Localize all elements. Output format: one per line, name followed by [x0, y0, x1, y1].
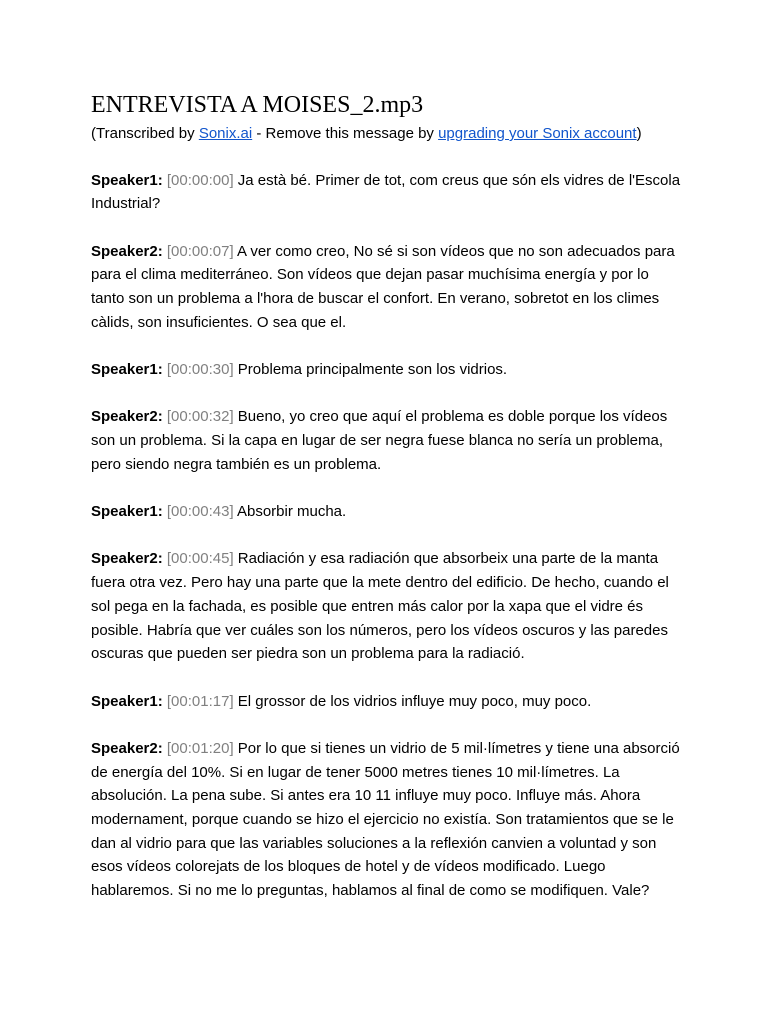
- timestamp: [00:00:43]: [166, 503, 234, 521]
- speaker-label: Speaker1:: [91, 692, 163, 710]
- transcript-turn: [91, 737, 681, 903]
- upgrade-account-link[interactable]: upgrading your Sonix account: [438, 125, 637, 142]
- transcript-turn: [91, 500, 681, 524]
- transcript-turn: [91, 240, 681, 335]
- turn-text: Bueno, yo creo que aquí el problema es doble porque los vídeos son un problema. Si la capa en lugar de ser negra fuese blanca no sería un problema, pero siendo negra también es un problema.: [91, 408, 668, 473]
- speaker-label: Speaker2:: [91, 242, 163, 260]
- timestamp: [00:00:45]: [166, 550, 234, 568]
- speaker-label: Speaker1:: [91, 361, 163, 379]
- turn-text: Absorbir mucha.: [236, 503, 347, 521]
- turn-text: Ja està bé. Primer de tot, com creus que són els vidres de l'Escola Industrial?: [91, 171, 681, 213]
- transcript-turn: [91, 358, 681, 382]
- transcript-turn: [91, 169, 681, 216]
- speaker-label: Speaker2:: [91, 550, 163, 568]
- turn-text: Radiación y esa radiación que absorbeix una parte de la manta fuera otra vez. Pero hay una parte que la mete dentro del edificio. De hecho, cuando el sol pega en la fachada, es posible que entren más calor por la xapa que el vidre és posible. Habría que ver cuáles son los números, pero los vídeos oscuros y las paredes oscuras que pueden ser piedra son un problema para la radiació.: [91, 550, 669, 663]
- speaker-label: Speaker1:: [91, 503, 163, 521]
- speaker-label: Speaker2:: [91, 408, 163, 426]
- transcript-turn: [91, 547, 681, 666]
- transcript-turn: [91, 690, 681, 714]
- timestamp: [00:01:17]: [166, 692, 234, 710]
- credit-suffix: ): [636, 125, 642, 142]
- timestamp: [00:00:00]: [166, 171, 234, 189]
- turn-text: A ver como creo, No sé si son vídeos que no son adecuados para para el clima mediterráneo. Son vídeos que dejan pasar muchísima energía y por lo tanto son un problema a l'hora de buscar el confort. En verano, sobretot en los climes càlids, son insuficientes. O sea que el.: [91, 242, 675, 331]
- document-title: ENTREVISTA A MOISES_2.mp3: [91, 92, 424, 118]
- transcription-credit: [91, 122, 681, 146]
- timestamp: [00:00:07]: [166, 242, 234, 260]
- credit-middle: - Remove this message by: [252, 125, 439, 142]
- turn-text: Problema principalmente son los vidrios.: [237, 361, 508, 379]
- speaker-label: Speaker2:: [91, 739, 163, 757]
- turn-text: El grossor de los vidrios influye muy poco, muy poco.: [237, 692, 592, 710]
- document-page: [91, 88, 681, 926]
- timestamp: [00:00:32]: [166, 408, 234, 426]
- sonix-link[interactable]: Sonix.ai: [198, 125, 253, 142]
- speaker-label: Speaker1:: [91, 171, 163, 189]
- transcript-turn: [91, 405, 681, 476]
- timestamp: [00:01:20]: [166, 739, 234, 757]
- timestamp: [00:00:30]: [166, 361, 234, 379]
- turn-text: Por lo que si tienes un vidrio de 5 mil·límetres y tiene una absorció de energía del 10%. Si en lugar de tener 5000 metres tienes 10 mil·límetres. La absolución. La pena sube. Si antes era 10 11 influye muy poco. Influye más. Ahora modernament, porque cuando se hizo el ejercicio no existía. Son tratamientos que se le dan al vidrio para que las variables soluciones a la reflexión canvien a voluntad y son esos vídeos colorejats de los bloques de hotel y de vídeos modificado. Luego hablaremos. Si no me lo preguntas, hablamos al final de como se modifiquen. Vale?: [91, 739, 680, 900]
- credit-prefix: (Transcribed by: [91, 125, 199, 142]
